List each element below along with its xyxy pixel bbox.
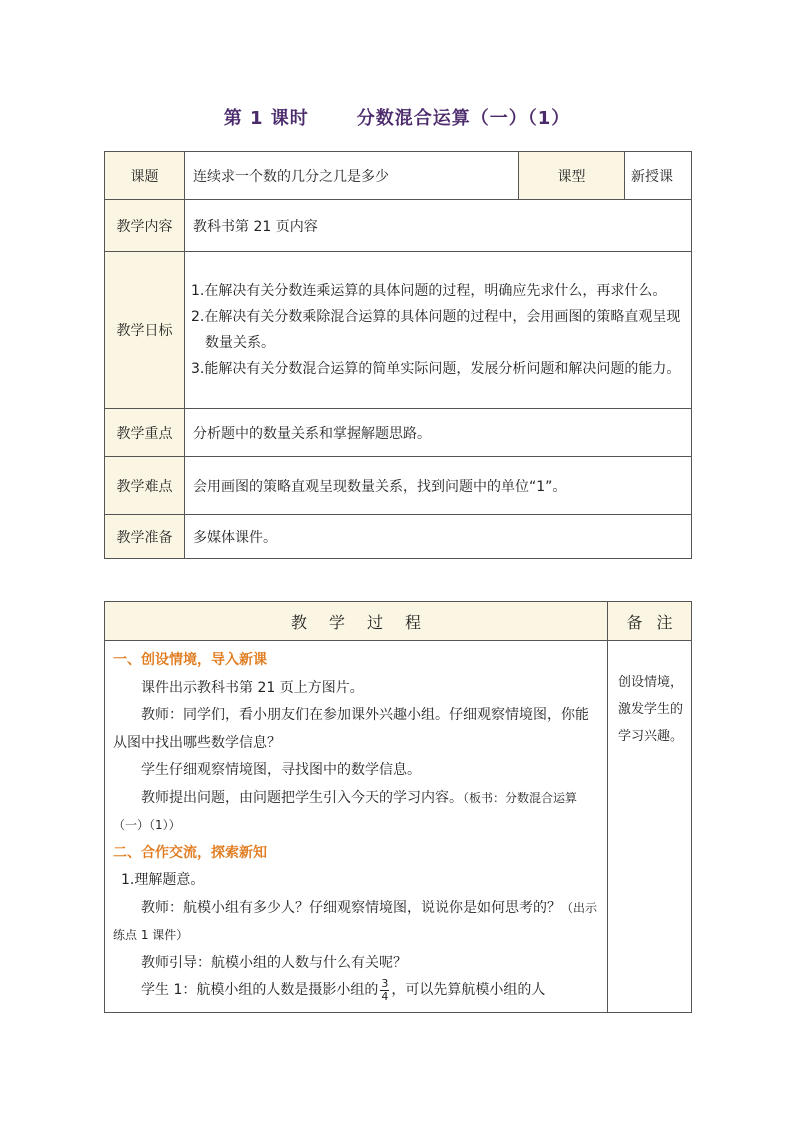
subject-row — [105, 152, 692, 200]
goals-list — [185, 252, 692, 409]
key-label: 教学重点 — [105, 409, 185, 457]
lesson-info-table — [104, 151, 692, 559]
process-content — [105, 641, 608, 1013]
board-note: （板书：分数混合运算（一）（1）） — [113, 790, 578, 832]
goal-item: 2.在解决有关分数乘除混合运算的具体问题的过程中，会用画图的策略直观呈现数量关系。 — [191, 309, 681, 351]
paragraph: 课件出示教科书第 21 页上方图片。 — [141, 679, 364, 696]
paragraph: 教师：航模小组有多少人？仔细观察情境图，说说你是如何思考的？（出示练点 1 课件） — [113, 899, 598, 942]
goals-label: 教学日标 — [105, 252, 185, 409]
sub-heading: 1.理解题意。 — [121, 872, 205, 888]
difficulty-row — [105, 457, 692, 515]
key-value: 分析题中的数量关系和掌握解题思路。 — [185, 409, 692, 457]
lesson-number: 第 1 课时 — [223, 108, 309, 129]
courseware-note: （出示练点 1 课件） — [113, 900, 598, 942]
process-header: 教学过程 — [105, 602, 608, 641]
subject-value: 连续求一个数的几分之几是多少 — [185, 152, 519, 200]
section-heading: 一、创设情境，导入新课 — [113, 652, 267, 668]
difficulty-value: 会用画图的策略直观呈现数量关系，找到问题中的单位“1”。 — [185, 457, 692, 515]
paragraph: 学生 1：航模小组的人数是摄影小组的 $\frac{3}{4}$ ，可以先算航模小组的人 — [141, 976, 546, 1003]
content-value: 教科书第 21 页内容 — [185, 200, 692, 252]
lesson-topic: 分数混合运算（一）（1） — [356, 108, 571, 129]
page-title — [0, 104, 794, 130]
paragraph: 教师引导：航模小组的人数与什么有关呢？ — [141, 954, 407, 971]
note-header: 备注 — [608, 602, 692, 641]
prep-row — [105, 515, 692, 559]
process-header-row — [105, 602, 692, 641]
side-note: 创设情境，激发学生的学习兴趣。 — [608, 641, 692, 1013]
content-label: 教学内容 — [105, 200, 185, 252]
prep-label: 教学准备 — [105, 515, 185, 559]
difficulty-label: 教学难点 — [105, 457, 185, 515]
type-value: 新授课 — [625, 152, 692, 200]
type-label: 课型 — [519, 152, 625, 200]
goal-item: 1.在解决有关分数连乘运算的具体问题的过程，明确应先求什么，再求什么。 — [191, 283, 667, 299]
paragraph: 学生仔细观察情境图，寻找图中的数学信息。 — [141, 762, 421, 778]
paragraph: 教师提出问题，由问题把学生引入今天的学习内容。（板书：分数混合运算（一）（1）） — [113, 789, 578, 832]
paragraph: 教师：同学们，看小朋友们在参加课外兴趣小组。仔细观察情境图，你能从图中找出哪些数学信息？ — [113, 707, 589, 751]
section-heading: 二、合作交流，探索新知 — [113, 844, 267, 861]
prep-value: 多媒体课件。 — [185, 515, 692, 559]
fraction: $\frac{3}{4}$ — [381, 976, 389, 1003]
content-row — [105, 200, 692, 252]
teaching-process-table — [104, 601, 692, 1013]
key-row — [105, 409, 692, 457]
goals-row — [105, 252, 692, 409]
subject-label: 课题 — [105, 152, 185, 200]
goal-item: 3.能解决有关分数混合运算的简单实际问题，发展分析问题和解决问题的能力。 — [191, 361, 681, 377]
process-body-row — [105, 641, 692, 1013]
